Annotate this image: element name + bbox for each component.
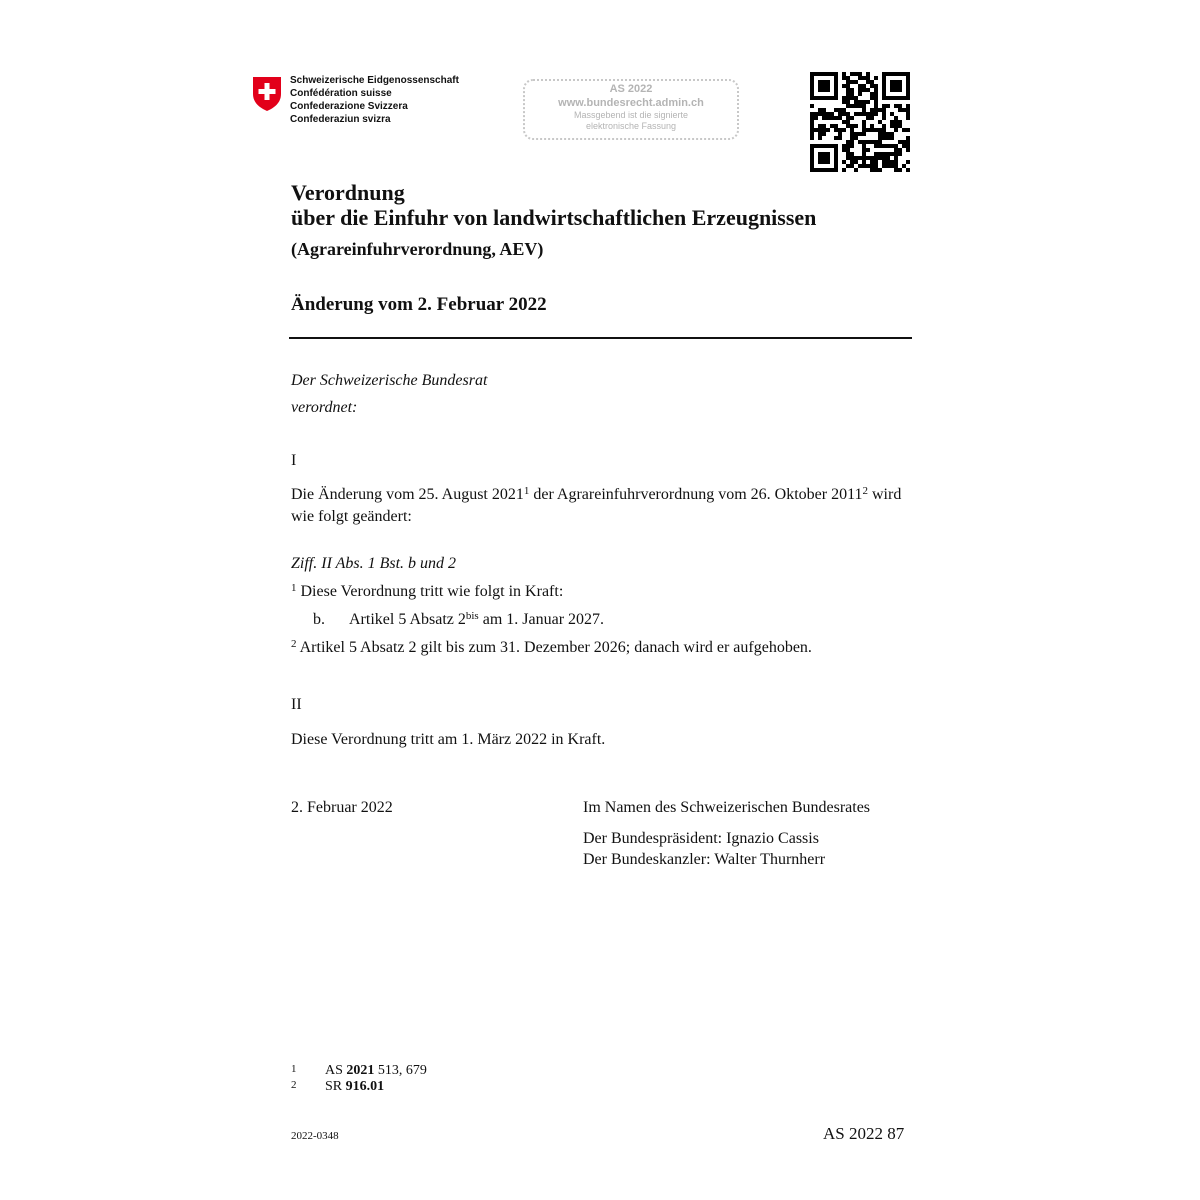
signature-president: Der Bundespräsident: Ignazio Cassis — [583, 830, 819, 847]
absatz-2-number: 2 — [291, 638, 297, 650]
stamp-note-1: Massgebend ist die signierte — [573, 110, 689, 120]
footnote-ref-1[interactable]: 1 — [523, 485, 530, 497]
absatz-1-number: 1 — [291, 582, 297, 594]
para-text-c: wird wie folgt geändert: — [291, 486, 902, 525]
footnote — [291, 1063, 427, 1079]
preamble-issuer: Der Schweizerische Bundesrat — [291, 372, 488, 389]
signature-block — [583, 797, 870, 870]
buchstabe-b — [313, 609, 604, 631]
qr-code-icon — [810, 72, 910, 172]
document-title — [291, 180, 911, 261]
preamble — [291, 367, 487, 421]
footnote-number: 2 — [291, 1079, 297, 1091]
agency-name-it: Confederazione Svizzera — [290, 101, 408, 112]
absatz-1 — [291, 581, 563, 603]
absatz-2 — [291, 637, 812, 659]
page-reference: AS 2022 87 — [823, 1124, 905, 1143]
footnote-ref-2[interactable]: 2 — [862, 485, 868, 497]
absatz-2-text: Artikel 5 Absatz 2 gilt bis zum 31. Dezember 2026; danach wird er aufgehoben. — [296, 639, 812, 656]
title-line-2: über die Einfuhr von landwirtschaftlichen Erzeugnissen — [291, 205, 817, 230]
buchstabe-text-b: am 1. Januar 2027. — [478, 611, 605, 628]
section-i-heading: I — [291, 452, 297, 469]
footnote — [291, 1079, 427, 1095]
amendment-date: Änderung vom 2. Februar 2022 — [291, 294, 547, 315]
buchstabe-letter: b. — [313, 611, 325, 628]
title-divider — [289, 337, 912, 339]
para-text-b: der Agrareinfuhrverordnung vom 26. Oktober 2011 — [529, 486, 863, 503]
document-number: 2022-0348 — [291, 1130, 339, 1142]
signature-chancellor: Der Bundeskanzler: Walter Thurnherr — [583, 851, 826, 868]
buchstabe-text-a: Artikel 5 Absatz 2 — [349, 611, 466, 628]
buchstabe-sup: bis — [465, 610, 479, 622]
footnotes — [291, 1063, 427, 1095]
absatz-1-text: Diese Verordnung tritt wie folgt in Kraft: — [296, 583, 564, 600]
section-ii-heading: II — [291, 696, 302, 713]
title-short-name: (Agrareinfuhrverordnung, AEV) — [291, 239, 544, 259]
agency-name-fr: Confédération suisse — [290, 88, 392, 99]
footnote-number: 1 — [291, 1063, 297, 1075]
footnote-text[interactable]: AS 2021 513, 679 — [325, 1063, 427, 1078]
ziff-heading: Ziff. II Abs. 1 Bst. b und 2 — [291, 555, 457, 572]
signature-date: 2. Februar 2022 — [291, 799, 393, 816]
footnote-text[interactable]: SR 916.01 — [325, 1079, 385, 1094]
para-text-a: Die Änderung vom 25. August 2021 — [291, 486, 524, 503]
agency-name-rm: Confederaziun svizra — [290, 114, 391, 125]
preamble-verb: verordnet: — [291, 399, 358, 416]
stamp-collection: AS 2022 — [609, 83, 653, 95]
signature-on-behalf: Im Namen des Schweizerischen Bundesrates — [583, 799, 871, 816]
amendment-paragraph — [291, 484, 916, 528]
agency-names — [290, 74, 459, 126]
swiss-cross-icon — [252, 76, 282, 112]
stamp-url[interactable]: www.bundesrecht.admin.ch — [558, 97, 704, 109]
agency-name-de: Schweizerische Eidgenossenschaft — [290, 75, 459, 86]
entry-into-force: Diese Verordnung tritt am 1. März 2022 in Kraft. — [291, 731, 606, 748]
title-line-1: Verordnung — [291, 180, 405, 205]
official-stamp — [523, 79, 739, 140]
federal-logo — [252, 74, 482, 134]
stamp-note-2: elektronische Fassung — [585, 121, 677, 131]
